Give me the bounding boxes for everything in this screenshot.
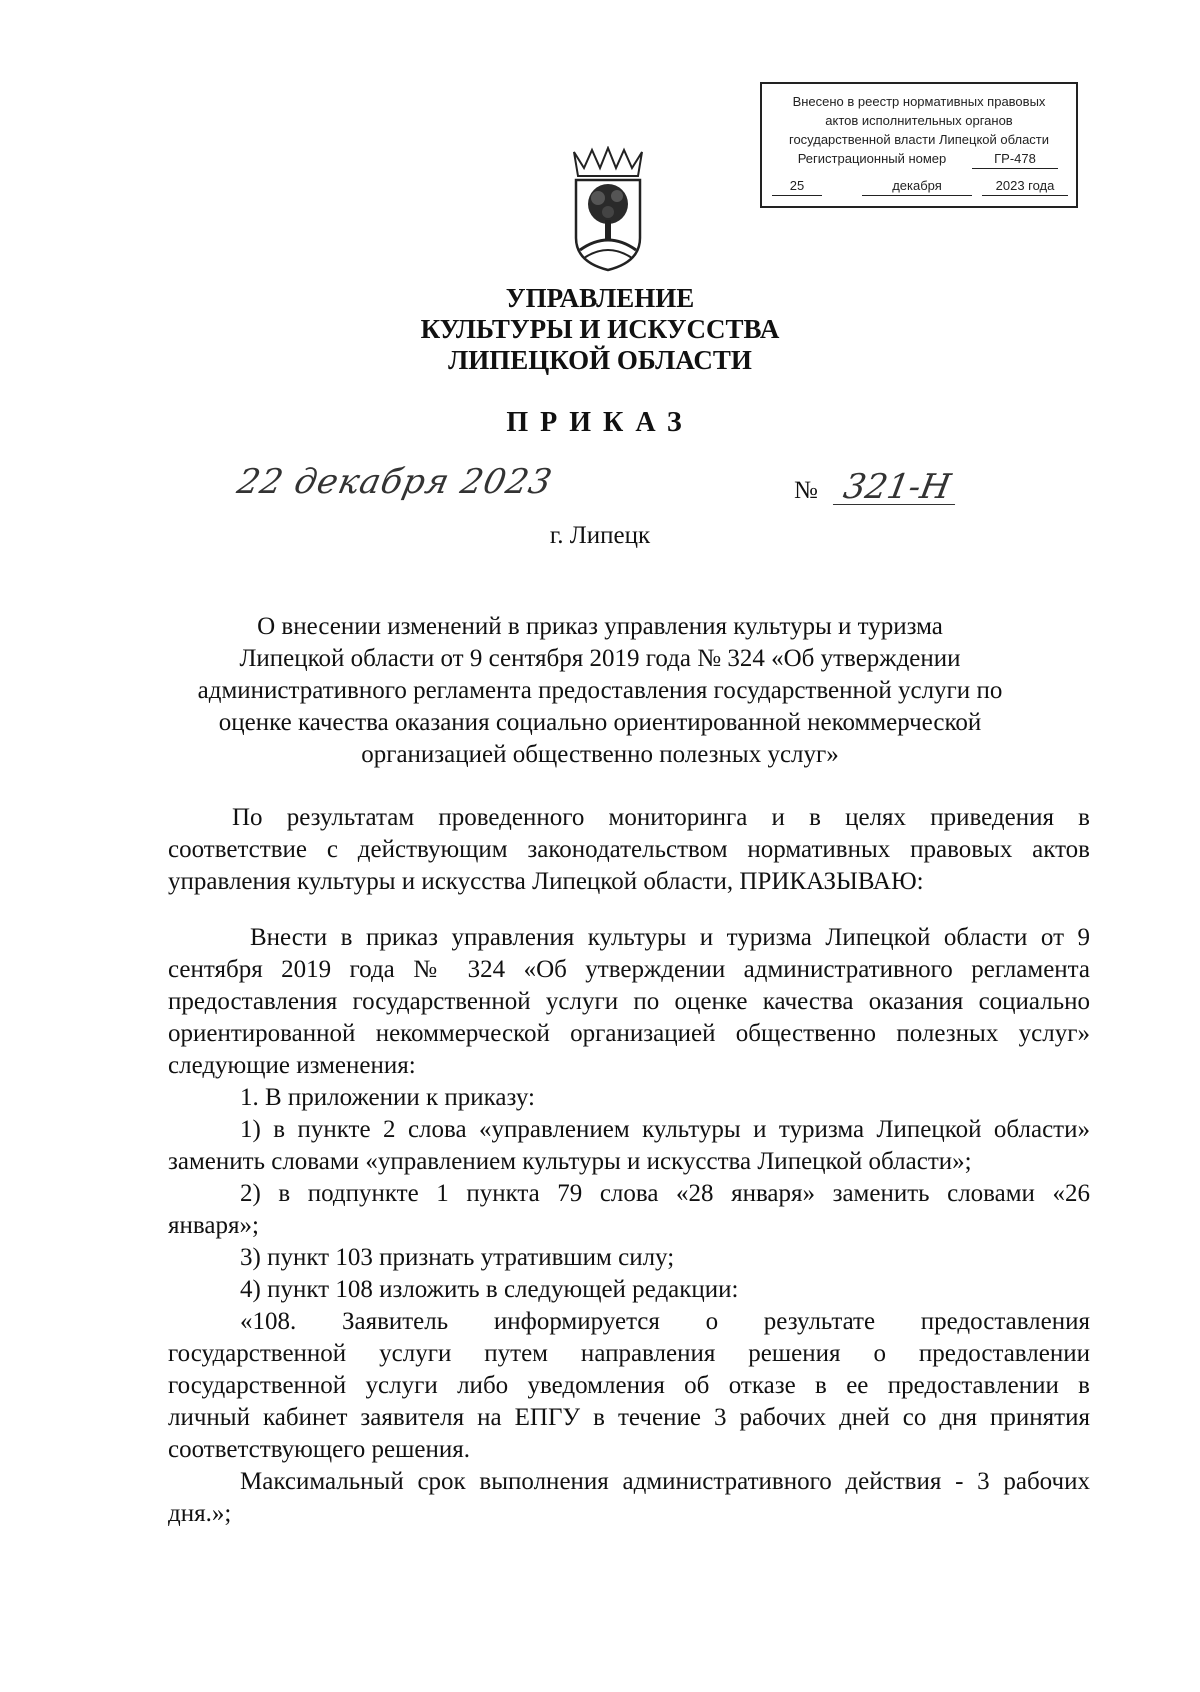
subject-line-5: организацией общественно полезных услуг» (361, 741, 839, 768)
document-type: ПРИКАЗ (506, 407, 694, 438)
quote-line: государственной услуги путем направления решения о предоставлении (168, 1340, 1090, 1367)
quote-line: соответствующего решения. (168, 1436, 471, 1463)
intro-line: Внести в приказ управления культуры и туризма Липецкой области от 9 (250, 924, 1090, 951)
coat-of-arms-emblem (568, 146, 648, 272)
preamble-line: По результатам проведенного мониторинга и в целях приведения в (232, 804, 1090, 831)
subitem-1 (168, 1114, 1090, 1178)
subitem-1-line: 1) в пункте 2 слова «управлением культуры и туризма Липецкой области» (240, 1116, 1090, 1143)
subject-line-1: О внесении изменений в приказ управления культуры и туризма (257, 613, 943, 640)
item-1 (168, 1082, 1090, 1114)
preamble-paragraph (168, 802, 1090, 898)
handwritten-number: 321-Н (833, 470, 961, 505)
org-line-2: КУЛЬТУРЫ И ИСКУССТВА (420, 314, 780, 344)
subitem-4 (168, 1274, 1090, 1306)
item-1-text: 1. В приложении к приказу: (240, 1084, 535, 1111)
city: г. Липецк (549, 522, 651, 549)
quote-line: государственной услуги либо уведомления об отказе в ее предоставлении в (168, 1372, 1090, 1399)
order-subject (0, 611, 1200, 771)
org-line-3: ЛИПЕЦКОЙ ОБЛАСТИ (448, 345, 752, 375)
max-term-line: дня.»; (168, 1500, 232, 1527)
subject-line-4: оценке качества оказания социально ориентированной некоммерческой (218, 709, 982, 736)
order-number (794, 467, 958, 507)
subitem-2 (168, 1178, 1090, 1242)
intro-line: предоставления государственной услуги по оценке качества оказания социально (168, 988, 1090, 1015)
org-line-1: УПРАВЛЕНИЕ (505, 283, 695, 313)
stamp-date-row (762, 176, 1076, 196)
quote-line: личный кабинет заявителя на ЕПГУ в течение 3 рабочих дней со дня принятия (168, 1404, 1090, 1431)
organization-name (0, 283, 1200, 376)
subject-line-2: Липецкой области от 9 сентября 2019 года № 324 «Об утверждении (239, 645, 961, 672)
stamp-reg-number: ГР-478 (972, 149, 1058, 169)
stamp-reg-label: Регистрационный номер (797, 151, 947, 166)
subitem-3-text: 3) пункт 103 признать утратившим силу; (240, 1244, 675, 1271)
subitem-3 (168, 1242, 1090, 1274)
handwritten-date: 22 декабря 2023 (233, 462, 556, 502)
stamp-line-1: Внесено в реестр нормативных правовых (792, 94, 1046, 109)
preamble-line: управления культуры и искусства Липецкой области, ПРИКАЗЫВАЮ: (168, 868, 924, 895)
subitem-4-text: 4) пункт 108 изложить в следующей редакции: (240, 1276, 739, 1303)
max-term-line: Максимальный срок выполнения административного действия - 3 рабочих (240, 1468, 1090, 1495)
intro-line: сентября 2019 года № 324 «Об утверждении административного регламента (168, 956, 1090, 983)
intro-line: ориентированной некоммерческой организацией общественно полезных услуг» (168, 1020, 1090, 1047)
stamp-reg-row (762, 149, 1076, 169)
preamble-line: соответствие с действующим законодательством нормативных правовых актов (168, 836, 1090, 863)
subject-line-3: административного регламента предоставления государственной услуги по (197, 677, 1003, 704)
registration-stamp (760, 82, 1078, 208)
intro-paragraph (168, 922, 1090, 1082)
subitem-2-line: января»; (168, 1212, 259, 1239)
quote-line: «108. Заявитель информируется о результате предоставления (240, 1308, 1090, 1335)
intro-line: следующие изменения: (168, 1052, 416, 1079)
stamp-line-3: государственной власти Липецкой области (788, 132, 1050, 147)
stamp-month: декабря (862, 176, 972, 196)
subitem-1-line: заменить словами «управлением культуры и искусства Липецкой области»; (168, 1148, 972, 1175)
stamp-year: 2023 года (982, 176, 1068, 196)
quoted-clause-108 (168, 1306, 1090, 1466)
stamp-line-2: актов исполнительных органов (825, 113, 1013, 128)
stamp-day: 25 (772, 176, 822, 196)
max-term-paragraph (168, 1466, 1090, 1530)
subitem-2-line: 2) в подпункте 1 пункта 79 слова «28 января» заменить словами «26 (240, 1180, 1090, 1207)
number-sign: № (794, 477, 818, 504)
